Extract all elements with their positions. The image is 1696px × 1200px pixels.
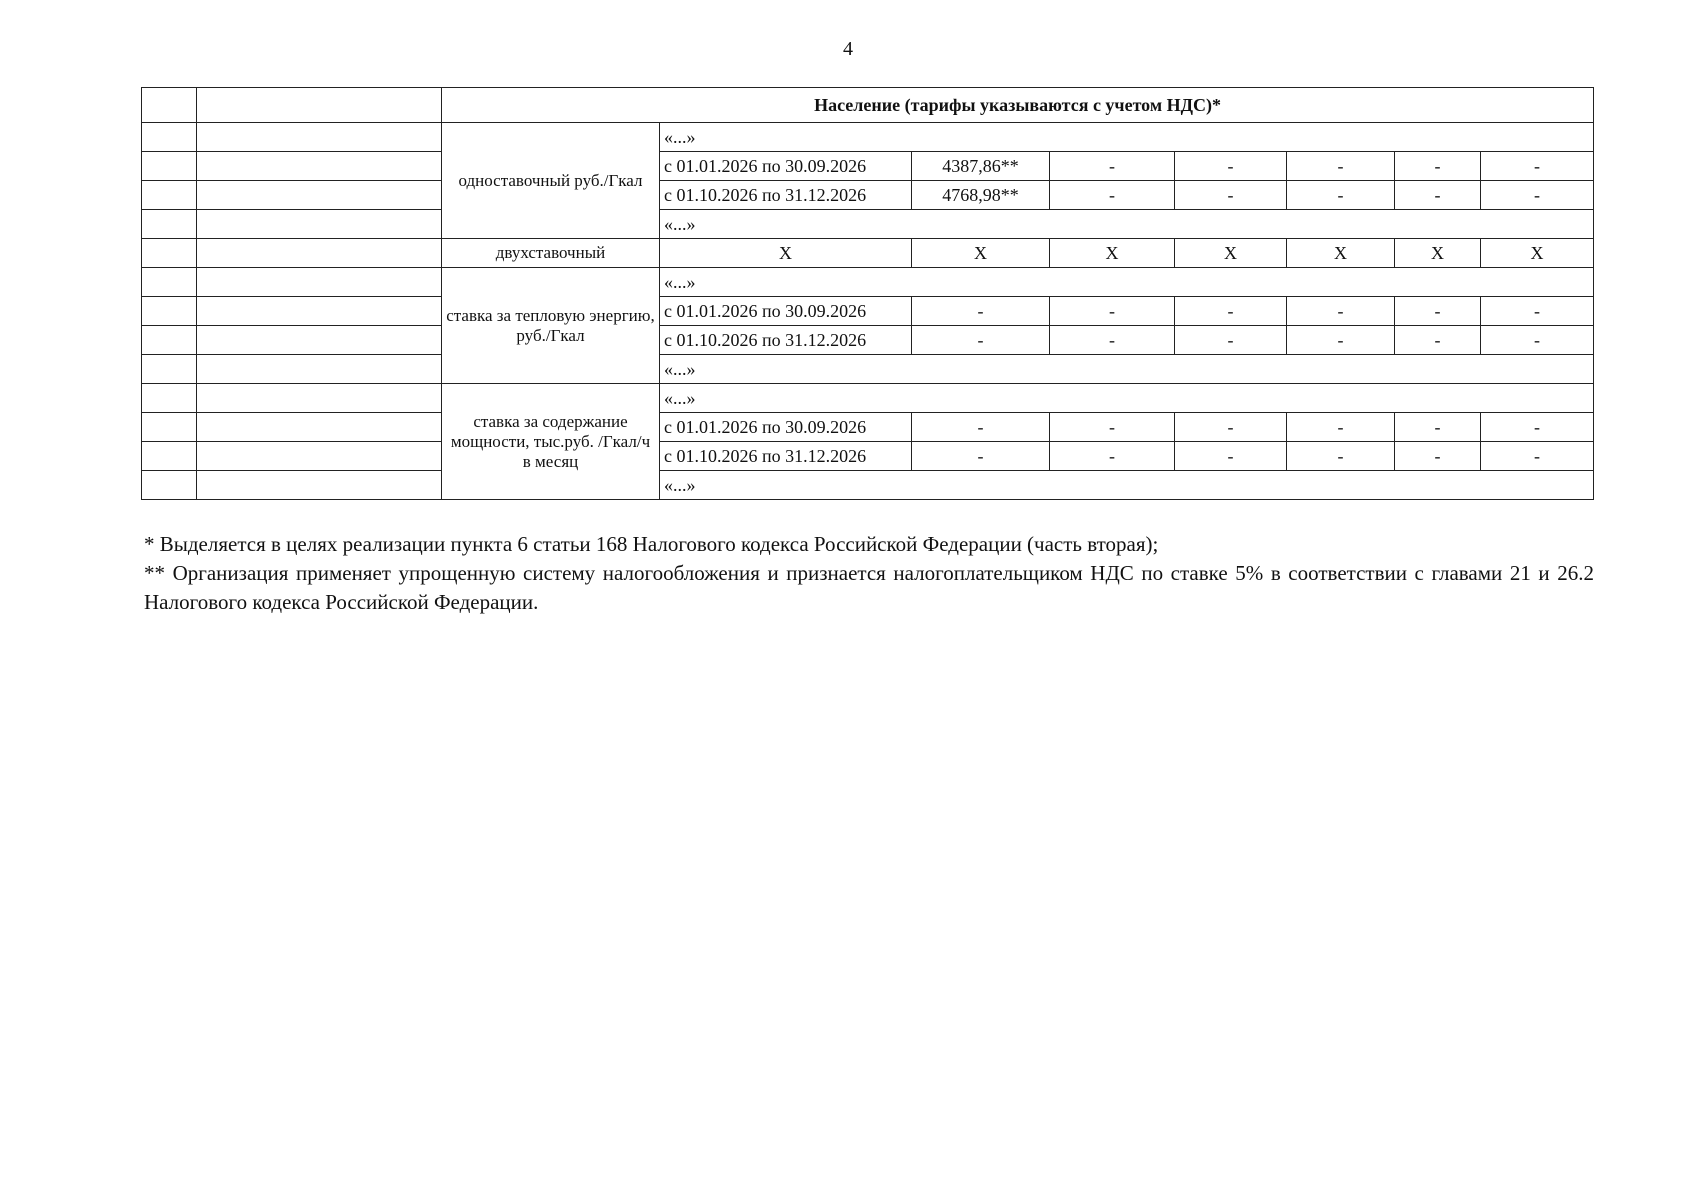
value-cell: - <box>912 297 1050 326</box>
value-cell: - <box>1287 181 1395 210</box>
table-cell-empty <box>197 88 442 123</box>
value-cell: X <box>660 239 912 268</box>
ellipsis-row: «...» <box>660 471 1594 500</box>
value-cell: - <box>1175 413 1287 442</box>
period-cell: с 01.01.2026 по 30.09.2026 <box>660 152 912 181</box>
value-cell: - <box>1481 326 1594 355</box>
value-cell: - <box>1287 413 1395 442</box>
value-cell: - <box>1481 297 1594 326</box>
period-cell: с 01.10.2026 по 31.12.2026 <box>660 326 912 355</box>
table-row <box>142 442 1594 471</box>
table-row <box>142 297 1594 326</box>
table-row <box>142 123 1594 152</box>
value-cell: - <box>1175 181 1287 210</box>
value-cell: - <box>1481 181 1594 210</box>
value-cell: - <box>1050 297 1175 326</box>
period-cell: с 01.01.2026 по 30.09.2026 <box>660 413 912 442</box>
single-rate-label: одноставочный руб./Гкал <box>442 123 660 239</box>
value-cell: - <box>1481 442 1594 471</box>
value-cell: - <box>1395 442 1481 471</box>
table-row <box>142 268 1594 297</box>
table-row <box>142 239 1594 268</box>
value-cell: - <box>912 413 1050 442</box>
value-cell: 4768,98** <box>912 181 1050 210</box>
table-row <box>142 471 1594 500</box>
value-cell: - <box>912 442 1050 471</box>
value-cell: - <box>1395 181 1481 210</box>
value-cell: - <box>1050 442 1175 471</box>
ellipsis-row: «...» <box>660 355 1594 384</box>
two-rate-label: двухставочный <box>442 239 660 268</box>
table-row <box>142 413 1594 442</box>
ellipsis-row: «...» <box>660 268 1594 297</box>
value-cell: - <box>1395 413 1481 442</box>
value-cell: - <box>1175 297 1287 326</box>
tariff-table <box>141 87 1594 500</box>
heat-rate-label: ставка за тепловую энергию, руб./Гкал <box>442 268 660 384</box>
ellipsis-row: «...» <box>660 384 1594 413</box>
footnote-1: * Выделяется в целях реализации пункта 6 статьи 168 Налогового кодекса Российской Федерации (часть вторая); <box>144 532 1159 556</box>
value-cell: - <box>1395 297 1481 326</box>
value-cell: X <box>1395 239 1481 268</box>
period-cell: с 01.01.2026 по 30.09.2026 <box>660 297 912 326</box>
table-header-population: Население (тарифы указываются с учетом НДС)* <box>442 88 1594 123</box>
value-cell: - <box>1395 152 1481 181</box>
value-cell: - <box>1175 152 1287 181</box>
footnote-2: ** Организация применяет упрощенную систему налогообложения и признается налогоплательщиком НДС по ставке 5% в соответствии с главами 21 и 26.2 Налогового кодекса Российской Федерации. <box>144 561 1594 614</box>
ellipsis-row: «...» <box>660 210 1594 239</box>
period-cell: с 01.10.2026 по 31.12.2026 <box>660 181 912 210</box>
value-cell: - <box>1175 326 1287 355</box>
period-cell: с 01.10.2026 по 31.12.2026 <box>660 442 912 471</box>
value-cell: - <box>1395 326 1481 355</box>
value-cell: X <box>1481 239 1594 268</box>
value-cell: X <box>1175 239 1287 268</box>
table-row <box>142 355 1594 384</box>
value-cell: X <box>1287 239 1395 268</box>
table-row <box>142 210 1594 239</box>
value-cell: 4387,86** <box>912 152 1050 181</box>
value-cell: - <box>1050 326 1175 355</box>
value-cell: - <box>1287 152 1395 181</box>
value-cell: - <box>1481 152 1594 181</box>
capacity-rate-label: ставка за содержание мощности, тыс.руб. /Гкал/ч в месяц <box>442 384 660 500</box>
value-cell: - <box>1050 181 1175 210</box>
ellipsis-row: «...» <box>660 123 1594 152</box>
table-row <box>142 326 1594 355</box>
value-cell: - <box>1287 326 1395 355</box>
value-cell: - <box>1481 413 1594 442</box>
value-cell: - <box>1287 297 1395 326</box>
table-row <box>142 181 1594 210</box>
value-cell: X <box>912 239 1050 268</box>
value-cell: - <box>1287 442 1395 471</box>
table-row <box>142 384 1594 413</box>
table-row <box>142 88 1594 123</box>
value-cell: - <box>1050 152 1175 181</box>
table-row <box>142 152 1594 181</box>
value-cell: X <box>1050 239 1175 268</box>
page-number: 4 <box>843 38 853 60</box>
value-cell: - <box>912 326 1050 355</box>
value-cell: - <box>1050 413 1175 442</box>
footnotes <box>144 530 1594 617</box>
value-cell: - <box>1175 442 1287 471</box>
table-cell-empty <box>142 88 197 123</box>
